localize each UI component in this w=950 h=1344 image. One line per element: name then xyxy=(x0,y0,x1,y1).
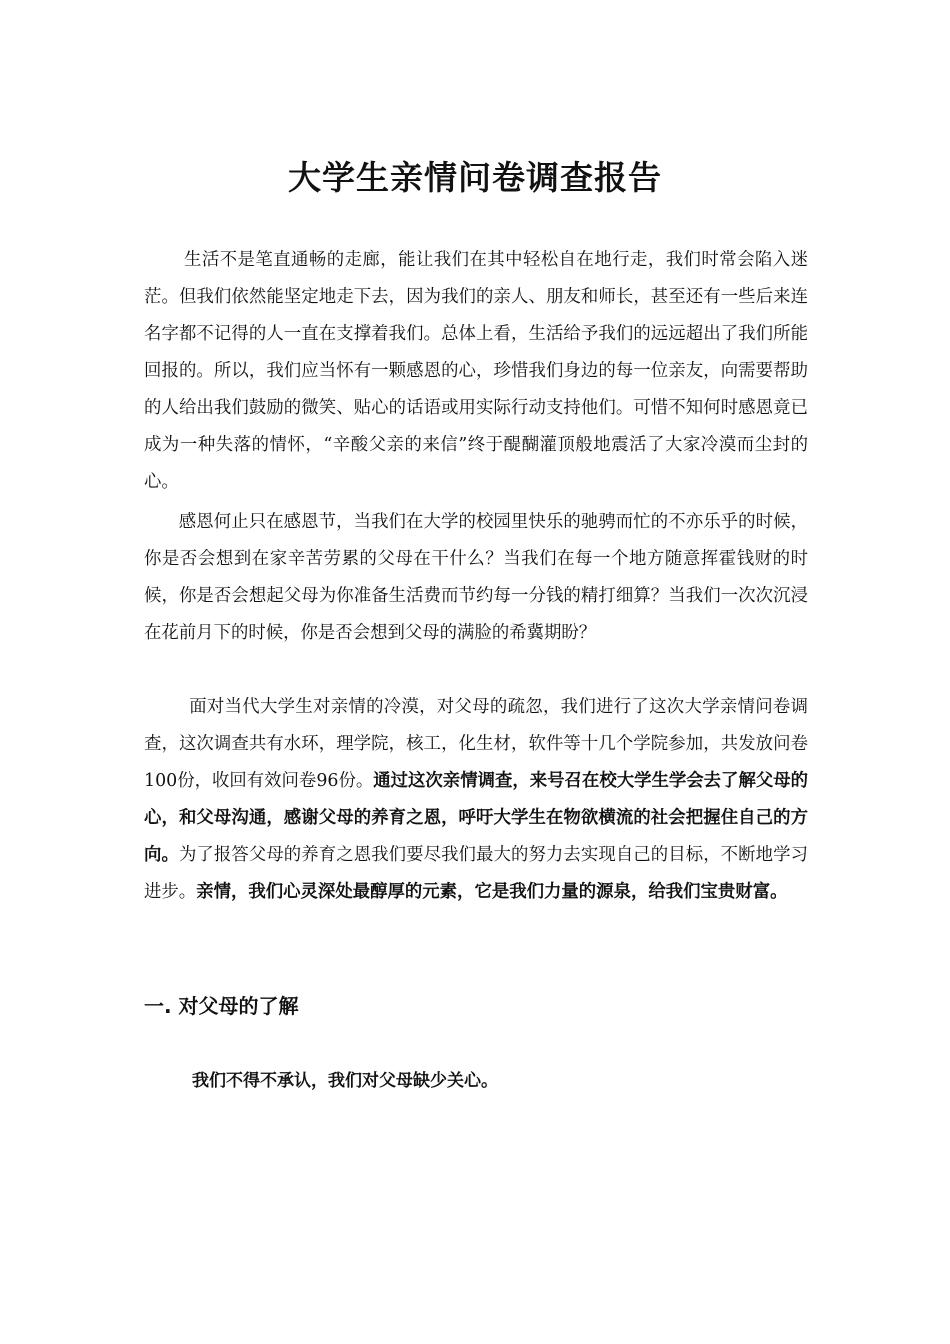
paragraph-survey xyxy=(144,689,808,911)
survey-goal-text: 为了报答父母的养育之恩我们要尽我们最大的努力去实现自己的目标，不断地学习进步。 xyxy=(144,845,808,902)
section-text: 我们不得不承认，我们对父母缺少关心。 xyxy=(192,1071,498,1091)
survey-text: 面对当代大学生对亲情的冷漠，对父母的疏忽，我们进行了这次大学亲情问卷调查，这次调查共有水环，理学院，核工，化生材，软件等十几个学院参加，共发放问卷100份，收回有效问卷96份。 xyxy=(144,697,808,791)
section-heading: 一. 对父母的了解 xyxy=(144,994,299,1018)
paragraph-intro: 生活不是笔直通畅的走廊，能让我们在其中轻松自在地行走，我们时常会陷入迷茫。但我们依然能坚定地走下去，因为我们的亲人、朋友和师长，甚至还有一些后来连名字都不记得的人一直在支撑着我们。总体上看，生活给予我们的远远超出了我们所能回报的。所以，我们应当怀有一颗感恩的心，珍惜我们身边的每一位亲友，向需要帮助的人给出我们鼓励的微笑、贴心的话语或用实际行动支持他们。可惜不知何时感恩竟已成为一种失落的情怀，“辛酸父亲的来信”终于醍醐灌顶般地震活了大家冷漠而尘封的心。 xyxy=(144,250,808,492)
paragraph-gratitude: 感恩何止只在感恩节，当我们在大学的校园里快乐的驰骋而忙的不亦乐乎的时候，你是否会想到在家辛苦劳累的父母在干什么？当我们在每一个地方随意挥霍钱财的时候，你是否会想起父母为你准备生活费而节约每一分钱的精打细算？当我们一次次沉浸在花前月下的时候，你是否会想到父母的满脸的希冀期盼？ xyxy=(144,512,808,643)
survey-purpose-bold: 通过这次亲情调查，来号召在校大学生学会去了解父母的心，和父母沟通，感谢父母的养育之恩，呼吁大学生在物欲横流的社会把握住自己的方向。 xyxy=(144,771,809,865)
survey-closing-bold: 亲情，我们心灵深处最醇厚的元素，它是我们力量的源泉，给我们宝贵财富。 xyxy=(196,882,788,902)
document-title: 大学生亲情问卷调查报告 xyxy=(288,158,662,197)
